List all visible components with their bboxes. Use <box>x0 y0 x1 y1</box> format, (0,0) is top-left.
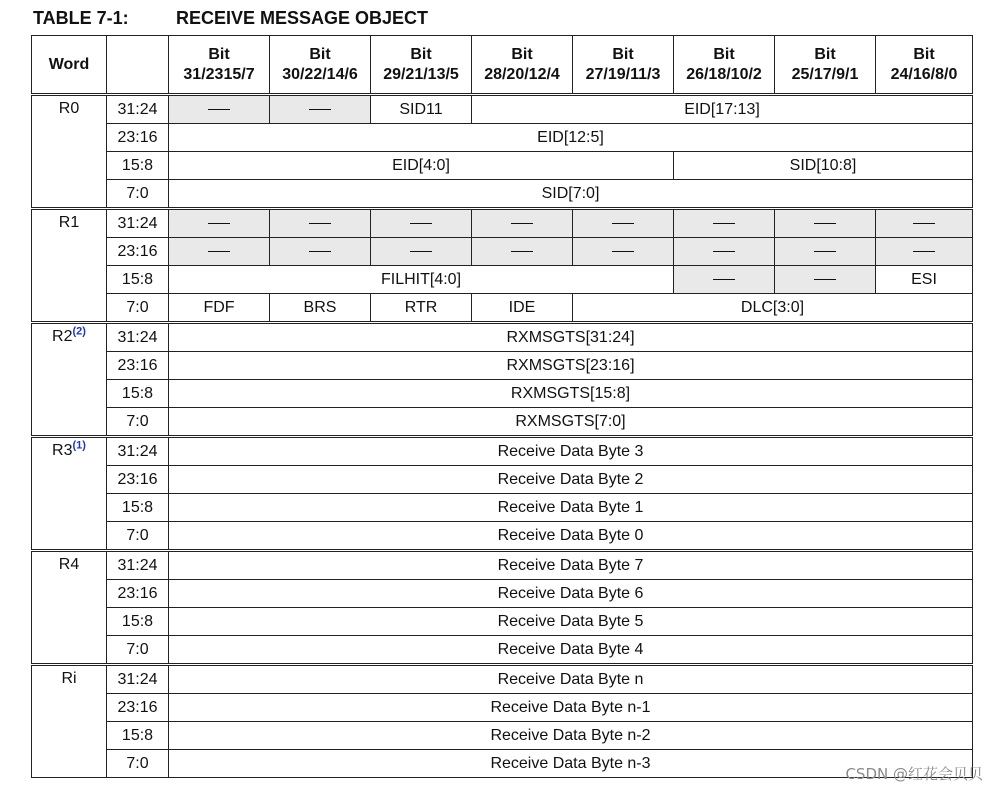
unimplemented-dash <box>612 223 634 224</box>
unimplemented-dash <box>208 251 230 252</box>
field-cell: Receive Data Byte n-2 <box>169 722 973 750</box>
bit-range: 15:8 <box>107 380 169 408</box>
bit-range: 23:16 <box>107 580 169 608</box>
table-row <box>32 408 973 437</box>
field-cell: Receive Data Byte n-1 <box>169 694 973 722</box>
header-bit-col: Bit 28/20/12/4 <box>472 36 573 95</box>
field-cell: Receive Data Byte 4 <box>169 636 973 665</box>
header-bit-col: Bit 30/22/14/6 <box>270 36 371 95</box>
header-bit-col: Bit 29/21/13/5 <box>371 36 472 95</box>
table-name: RECEIVE MESSAGE OBJECT <box>176 8 429 28</box>
header-row <box>32 36 973 95</box>
header-range <box>107 36 169 95</box>
field-cell: EID[12:5] <box>169 124 973 152</box>
field-cell: FDF <box>169 294 270 323</box>
bit-range: 23:16 <box>107 238 169 266</box>
bit-range: 7:0 <box>107 180 169 209</box>
field-cell: IDE <box>472 294 573 323</box>
header-bit-col: Bit 24/16/8/0 <box>876 36 973 95</box>
table-row <box>32 750 973 778</box>
field-cell: RTR <box>371 294 472 323</box>
unimplemented-dash <box>913 251 935 252</box>
bit-range: 15:8 <box>107 608 169 636</box>
field-cell: Receive Data Byte 7 <box>169 551 973 580</box>
unimplemented-dash <box>814 223 836 224</box>
bit-range: 7:0 <box>107 294 169 323</box>
bit-range: 31:24 <box>107 551 169 580</box>
word-label: R0 <box>32 95 107 209</box>
table-row <box>32 294 973 323</box>
reserved-cell <box>775 209 876 238</box>
reserved-cell <box>270 95 371 124</box>
unimplemented-dash <box>309 223 331 224</box>
bit-range: 31:24 <box>107 437 169 466</box>
header-bit-col: Bit 26/18/10/2 <box>674 36 775 95</box>
unimplemented-dash <box>913 223 935 224</box>
table-row <box>32 494 973 522</box>
bit-range: 7:0 <box>107 408 169 437</box>
bit-range: 15:8 <box>107 266 169 294</box>
header-bit-col: Bit 27/19/11/3 <box>573 36 674 95</box>
table-row <box>32 665 973 694</box>
bit-range: 7:0 <box>107 522 169 551</box>
field-cell: SID[10:8] <box>674 152 973 180</box>
footnote-link[interactable]: (2) <box>72 325 86 338</box>
bit-range: 23:16 <box>107 694 169 722</box>
table-row <box>32 95 973 124</box>
unimplemented-dash <box>208 109 230 110</box>
bit-range: 31:24 <box>107 665 169 694</box>
reserved-cell <box>775 238 876 266</box>
table-row <box>32 323 973 352</box>
reserved-cell <box>371 238 472 266</box>
unimplemented-dash <box>410 251 432 252</box>
table-row <box>32 636 973 665</box>
unimplemented-dash <box>208 223 230 224</box>
field-cell: Receive Data Byte 2 <box>169 466 973 494</box>
bit-range: 23:16 <box>107 124 169 152</box>
table-row <box>32 722 973 750</box>
unimplemented-dash <box>410 223 432 224</box>
field-cell: Receive Data Byte n-3 <box>169 750 973 778</box>
field-cell: RXMSGTS[23:16] <box>169 352 973 380</box>
unimplemented-dash <box>309 251 331 252</box>
table-row <box>32 380 973 408</box>
table-row <box>32 580 973 608</box>
field-cell: ESI <box>876 266 973 294</box>
field-cell: Receive Data Byte 6 <box>169 580 973 608</box>
bit-range: 31:24 <box>107 95 169 124</box>
field-cell: EID[17:13] <box>472 95 973 124</box>
unimplemented-dash <box>511 251 533 252</box>
reserved-cell <box>371 209 472 238</box>
field-cell: RXMSGTS[7:0] <box>169 408 973 437</box>
word-label: R1 <box>32 209 107 323</box>
field-cell: RXMSGTS[31:24] <box>169 323 973 352</box>
table-row <box>32 522 973 551</box>
reserved-cell <box>169 95 270 124</box>
header-bit-col: Bit 31/2315/7 <box>169 36 270 95</box>
table-row <box>32 209 973 238</box>
bit-range: 31:24 <box>107 323 169 352</box>
unimplemented-dash <box>713 251 735 252</box>
table-row <box>32 352 973 380</box>
reserved-cell <box>674 209 775 238</box>
reserved-cell <box>270 238 371 266</box>
reserved-cell <box>775 266 876 294</box>
watermark: CSDN @红花会贝贝 <box>845 765 983 783</box>
bit-range: 7:0 <box>107 750 169 778</box>
receive-message-object-table <box>31 35 973 778</box>
table-row <box>32 466 973 494</box>
table-number: TABLE 7-1: <box>33 8 129 28</box>
table-row <box>32 124 973 152</box>
table-row <box>32 608 973 636</box>
word-label: Ri <box>32 665 107 778</box>
table-row <box>32 266 973 294</box>
reserved-cell <box>169 209 270 238</box>
unimplemented-dash <box>713 223 735 224</box>
field-cell: DLC[3:0] <box>573 294 973 323</box>
reserved-cell <box>674 238 775 266</box>
bit-range: 15:8 <box>107 722 169 750</box>
field-cell: FILHIT[4:0] <box>169 266 674 294</box>
reserved-cell <box>472 209 573 238</box>
bit-range: 7:0 <box>107 636 169 665</box>
bit-range: 15:8 <box>107 152 169 180</box>
table-row <box>32 180 973 209</box>
field-cell: Receive Data Byte 5 <box>169 608 973 636</box>
reserved-cell <box>169 238 270 266</box>
bit-range: 15:8 <box>107 494 169 522</box>
header-bit-col: Bit 25/17/9/1 <box>775 36 876 95</box>
bit-range: 23:16 <box>107 466 169 494</box>
table-row <box>32 238 973 266</box>
footnote-link[interactable]: (1) <box>72 439 86 452</box>
unimplemented-dash <box>814 251 836 252</box>
word-label: R3$^{(1)}$ <box>32 437 107 551</box>
word-label: R4 <box>32 551 107 665</box>
table-row <box>32 551 973 580</box>
field-cell: EID[4:0] <box>169 152 674 180</box>
field-cell: Receive Data Byte 1 <box>169 494 973 522</box>
reserved-cell <box>674 266 775 294</box>
field-cell: BRS <box>270 294 371 323</box>
reserved-cell <box>876 238 973 266</box>
table-row <box>32 152 973 180</box>
table-row <box>32 437 973 466</box>
field-cell: SID11 <box>371 95 472 124</box>
unimplemented-dash <box>713 279 735 280</box>
field-cell: Receive Data Byte 0 <box>169 522 973 551</box>
reserved-cell <box>270 209 371 238</box>
unimplemented-dash <box>309 109 331 110</box>
unimplemented-dash <box>814 279 836 280</box>
reserved-cell <box>573 238 674 266</box>
field-cell: RXMSGTS[15:8] <box>169 380 973 408</box>
table-row <box>32 694 973 722</box>
reserved-cell <box>472 238 573 266</box>
unimplemented-dash <box>612 251 634 252</box>
field-cell: Receive Data Byte n <box>169 665 973 694</box>
reserved-cell <box>876 209 973 238</box>
header-word: Word <box>32 36 107 95</box>
bit-range: 31:24 <box>107 209 169 238</box>
bit-range: 23:16 <box>107 352 169 380</box>
field-cell: Receive Data Byte 3 <box>169 437 973 466</box>
table-title <box>33 8 428 29</box>
word-label: R2$^{(2)}$ <box>32 323 107 437</box>
reserved-cell <box>573 209 674 238</box>
field-cell: SID[7:0] <box>169 180 973 209</box>
unimplemented-dash <box>511 223 533 224</box>
